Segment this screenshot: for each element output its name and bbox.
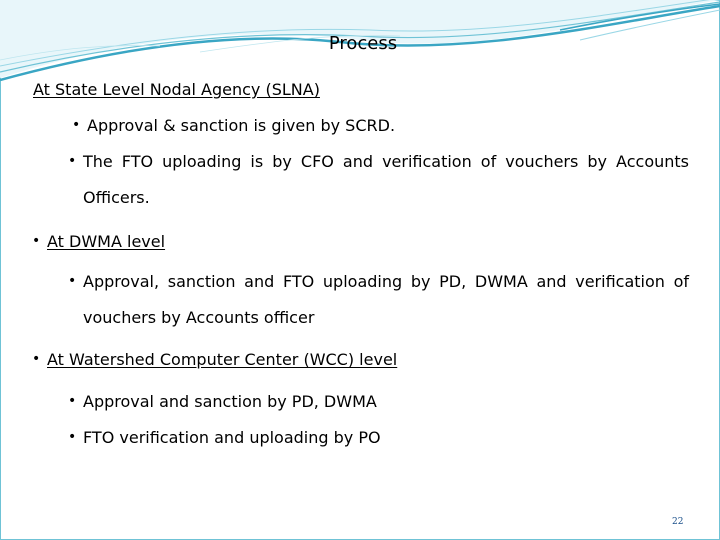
bullet-icon: • <box>32 233 41 249</box>
bullet-icon: • <box>72 117 81 133</box>
dwma-point-1: Approval, sanction and FTO uploading by PD, DWMA and verification of <box>83 272 689 291</box>
slide-title: Process <box>328 33 398 54</box>
bullet-icon: • <box>32 351 41 367</box>
bullet-icon: • <box>68 273 77 289</box>
bullet-icon: • <box>68 393 77 409</box>
heading-wcc: At Watershed Computer Center (WCC) level <box>47 350 398 369</box>
page-number: 22 <box>672 517 684 527</box>
slna-point-1: Approval & sanction is given by SCRD. <box>87 116 396 135</box>
slna-point-2-continued: Officers. <box>83 188 150 207</box>
bullet-icon: • <box>68 153 77 169</box>
heading-dwma: At DWMA level <box>47 232 166 251</box>
bullet-icon: • <box>68 429 77 445</box>
dwma-point-1-continued: vouchers by Accounts officer <box>83 308 315 327</box>
heading-slna: At State Level Nodal Agency (SLNA) <box>33 80 320 99</box>
wcc-point-1: Approval and sanction by PD, DWMA <box>83 392 377 411</box>
wcc-point-2: FTO verification and uploading by PO <box>83 428 381 447</box>
slna-point-2: The FTO uploading is by CFO and verification of vouchers by Accounts <box>83 152 689 171</box>
